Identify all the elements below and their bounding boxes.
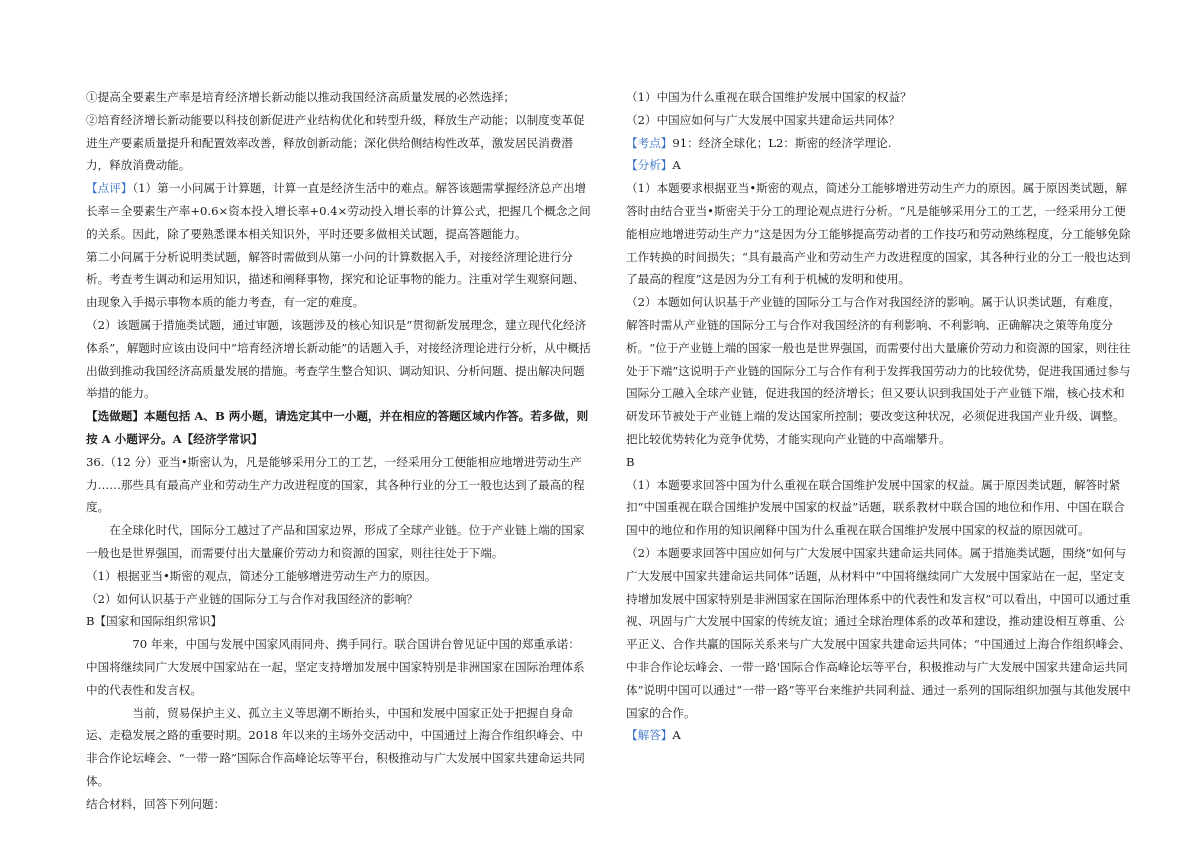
paragraph-text: A <box>672 158 681 173</box>
paragraph <box>626 154 1131 177</box>
paragraph-text: 70 年来，中国与发展中国家风雨同舟、携手同行。联合国讲台曾见证中国的郑重承诺：中国将继续同广大发展中国家站在一起，坚定支持增加发展中国家特别是非洲国家在国际治理体系中的代表性和发言权。 <box>86 637 585 697</box>
paragraph-text: （2）本题要求回答中国应如何与广大发展中国家共建命运共同体。属于措施类试题，围绕“如何与广大发展中国家共建命运共同体”话题，从材料中“中国将继续同广大发展中国家站在一起，坚定支持增加发展中国家特别是非洲国家在国际治理体系中的代表性和发言权”可以看出，中国可以通过重视、巩固与广大发展中国家的传统友谊；通过全球治理体系的改革和建设，推动建设相互尊重、公平正义、合作共赢的国际关系来与广大发展中国家共建命运共同体；“中国通过上海合作组织峰会、中非合作论坛峰会、一带一路'国际合作高峰论坛等平台，积极推动与广大发展中国家共建命运共同体”说明中国可以通过“一带一路”等平台来维护共同利益、通过一系列的国际组织加强与其他发展中国家的合作。 <box>626 545 1131 720</box>
section-tag: 【考点】 <box>626 135 673 150</box>
paragraph <box>626 451 1131 474</box>
section-tag: 【分析】 <box>626 158 673 173</box>
paragraph <box>626 86 1131 109</box>
paragraph <box>86 314 591 405</box>
paragraph <box>86 405 591 451</box>
paragraph-text: （2）本题如何认识基于产业链的国际分工与合作对我国经济的影响。属于认识类试题，有难度，解答时需从产业链的国际分工与合作对我国经济的有利影响、不利影响、正确解决之策等角度分析。“位于产业链上端的国家一般也是世界强国，而需要付出大量廉价劳动力和资源的国家，则往往处于下端”这说明于产业链的国际分工与合作有利于发挥我国劳动力的比较优势，促进我国通过参与国际分工融入全球产业链，促进我国的经济增长；但又要认识到我国处于产业链下端，核心技术和研发环节被处于产业链上端的发达国家所控制；要改变这种状况，必须促进我国产业升级、调整。把比较优势转化为竞争优势，才能实现向产业链的中高端攀升。 <box>626 295 1131 446</box>
paragraph <box>626 109 1131 132</box>
paragraph-text: （1）本题要求根据亚当•斯密的观点，简述分工能够增进劳动生产力的原因。属于原因类试题，解答时由结合亚当•斯密关于分工的理论观点进行分析。“凡是能够采用分工的工艺，一经采用分工便能相应地增进劳动生产力”这是因为分工能够提高劳动者的工作技巧和劳动熟练程度，分工能够免除工作转换的时间损失；“具有最高产业和劳动生产力改进程度的国家，其各种行业的分工一般也达到了最高的程度”这是因为分工有利于机械的发明和使用。 <box>626 181 1131 287</box>
paragraph-text: （1）本题要求回答中国为什么重视在联合国维护发展中国家的权益。属于原因类试题，解答时紧扣“中国重视在联合国维护发展中国家的权益”话题，联系教材中联合国的地位和作用、中国在联合国中的地位和作用的知识阐释中国为什么重视在联合国维护发展中国家的权益的原因就可。 <box>626 477 1125 538</box>
paragraph-text: （2）中国应如何与广大发展中国家共建命运共同体？ <box>626 112 901 127</box>
paragraph <box>86 86 591 109</box>
paragraph <box>86 633 591 701</box>
paragraph-text: （1）根据亚当•斯密的观点，简述分工能够增进劳动生产力的原因。 <box>86 568 437 583</box>
paragraph <box>86 702 591 793</box>
paragraph-text: 结合材料，回答下列问题： <box>86 796 226 811</box>
paragraph-text: （2）如何认识基于产业链的国际分工与合作对我国经济的影响？ <box>86 591 419 606</box>
paragraph <box>86 451 591 519</box>
paragraph <box>626 132 1131 155</box>
paragraph <box>86 177 591 245</box>
paragraph <box>86 109 591 177</box>
paragraph <box>626 291 1131 451</box>
paragraph <box>626 177 1131 291</box>
paragraph-text: （1）第一小问属于计算题，计算一直是经济生活中的难点。解答该题需掌握经济总产出增长率＝全要素生产率+0.6×资本投入增长率+0.4×劳动投入增长率的计算公式，把握几个概念之间的关系。因此，除了要熟悉课本相关知识外，平时还要多做相关试题，提高答题能力。 <box>86 181 591 241</box>
paragraph <box>626 474 1131 542</box>
paragraph-text: 当前，贸易保护主义、孤立主义等思潮不断抬头，中国和发展中国家正处于把握自身命运、走稳发展之路的重要时期。2018 年以来的主场外交活动中，中国通过上海合作组织峰会、中非合作论坛峰会、“一带一路”国际合作高峰论坛等平台，积极推动与广大发展中国家共建命运共同体。 <box>86 705 585 788</box>
paragraph-text: 在全球化时代，国际分工越过了产品和国家边界，形成了全球产业链。位于产业链上端的国家一般也是世界强国，而需要付出大量廉价劳动力和资源的国家，则往往处于下端。 <box>86 523 585 560</box>
paragraph-text: （1）中国为什么重视在联合国维护发展中国家的权益？ <box>626 90 912 104</box>
paragraph-text: B【国家和国际组织常识】 <box>86 614 223 629</box>
paragraph-text: （2）该题属于措施类试题，通过审题，该题涉及的核心知识是“贯彻新发展理念，建立现代化经济体系”，解题时应该由设问中“培育经济增长新动能”的话题入手，对接经济理论进行分析，从中概括出做到推动我国经济高质量发展的措施。考查学生整合知识、调动知识、分析问题、提出解决问题举措的能力。 <box>86 317 591 401</box>
paragraph <box>86 793 591 816</box>
paragraph <box>86 519 591 565</box>
section-tag: 【解答】 <box>626 728 673 743</box>
left-column <box>86 86 591 816</box>
paragraph-text: 36.（12 分）亚当•斯密认为，凡是能够采用分工的工艺，一经采用分工便能相应地增进劳动生产力……那些具有最高产业和劳动生产力改进程度的国家，其各种行业的分工一般也达到了最高的程度。 <box>86 454 585 515</box>
paragraph <box>626 724 1131 747</box>
paragraph <box>626 542 1131 724</box>
paragraph-text: A <box>672 728 681 743</box>
paragraph-text: ②培育经济增长新动能要以科技创新促进产业结构优化和转型升级，释放生产动能；以制度变革促进生产要素质量提升和配置效率改善，释放创新动能；深化供给侧结构性改革，激发居民消费潜力，释放消费动能。 <box>86 112 585 173</box>
paragraph <box>86 588 591 611</box>
section-tag: 【点评】 <box>86 181 133 196</box>
paragraph-text: ①提高全要素生产率是培育经济增长新动能以推动我国经济高质量发展的必然选择； <box>86 90 515 104</box>
paragraph-text: B <box>626 454 635 469</box>
paragraph-text: 91：经济全球化；L2：斯密的经济学理论. <box>672 135 892 150</box>
paragraph <box>86 246 591 314</box>
paragraph-text: 【选做题】本题包括 A、B 两小题，请选定其中一小题，并在相应的答题区域内作答。若多做，则按 A 小题评分。A【经济学常识】 <box>86 409 589 446</box>
paragraph <box>86 565 591 588</box>
right-column <box>626 86 1131 747</box>
paragraph <box>86 610 591 633</box>
paragraph-text: 第二小问属于分析说明类试题，解答时需做到从第一小问的计算数据入手，对接经济理论进行分析。考查考生调动和运用知识，描述和阐释事物，探究和论证事物的能力。注重对学生观察问题、由现象入手揭示事物本质的能力考查，有一定的难度。 <box>86 249 585 310</box>
